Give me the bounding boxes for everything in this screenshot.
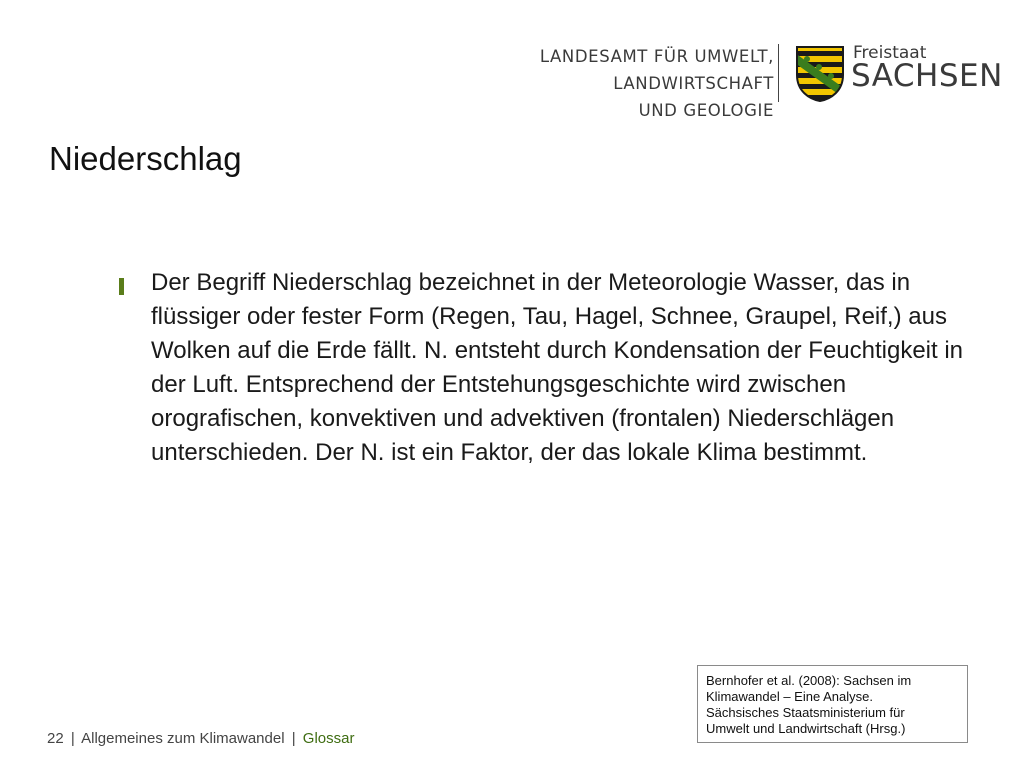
state-label-large: SACHSEN	[851, 58, 1003, 94]
footer	[47, 730, 354, 747]
header-divider	[778, 44, 779, 102]
org-line-3: UND GEOLOGIE	[638, 101, 774, 120]
source-line-3: Sächsisches Staatsministerium für	[706, 705, 905, 720]
source-line-1: Bernhofer et al. (2008): Sachsen im	[706, 673, 912, 688]
org-line-2: LANDWIRTSCHAFT	[613, 74, 774, 93]
saxony-coat-of-arms-icon	[795, 45, 845, 103]
page-number: 22	[47, 730, 64, 747]
footer-separator: |	[70, 730, 75, 747]
bullet-text: Der Begriff Niederschlag bezeichnet in der Meteorologie Wasser, das in flüssiger oder fester Form (Regen, Tau, Hagel, Schnee, Graupel, Reif,) aus Wolken auf die Erde fällt. N. entsteht durch Kondensation der Feuchtigkeit in der Luft. Entsprechend der Entstehungsgeschichte wird zwischen orografischen, konvektiven und advektiven (frontalen) Niederschlägen unterschieden. Der N. ist ein Faktor, der das lokale Klima bestimmt.	[151, 269, 964, 466]
state-label-small: Freistaat	[853, 43, 927, 63]
slide-title: Niederschlag	[49, 140, 242, 177]
source-line-2: Klimawandel – Eine Analyse.	[706, 689, 873, 704]
source-citation-box	[697, 665, 968, 743]
bullet-marker	[119, 278, 124, 295]
source-line-4: Umwelt und Landwirtschaft (Hrsg.)	[706, 721, 906, 736]
footer-separator: |	[291, 730, 296, 747]
organization-name	[514, 43, 774, 124]
glossary-link[interactable]: Glossar	[302, 730, 355, 747]
footer-section: Allgemeines zum Klimawandel	[81, 730, 285, 747]
org-line-1: LANDESAMT FÜR UMWELT,	[539, 47, 774, 66]
